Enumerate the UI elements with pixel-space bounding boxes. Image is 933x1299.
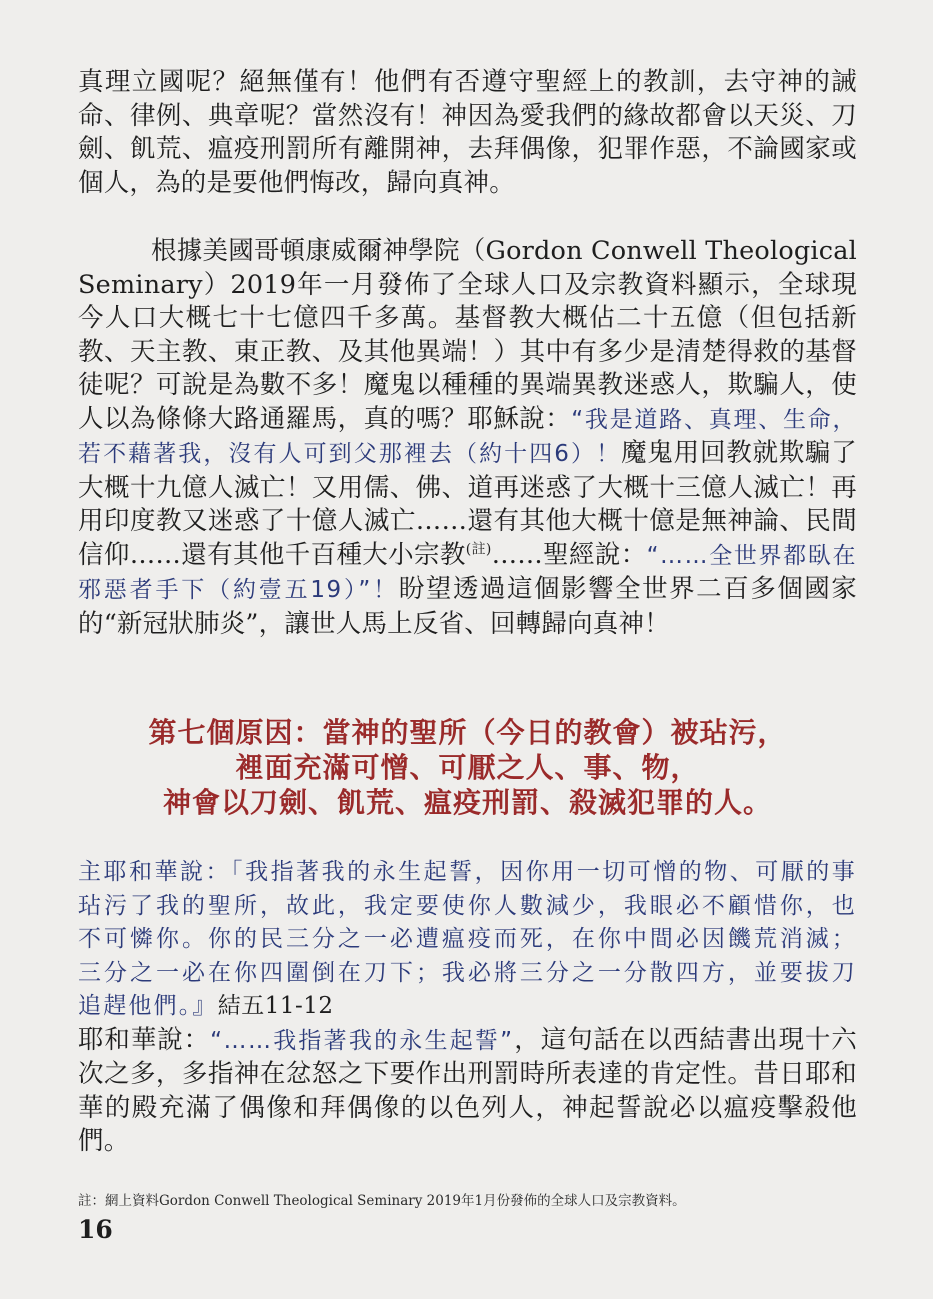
scripture-text: 主耶和華說：「我指著我的永生起誓，因你用一切可憎的物、可厭的事玷污了我的聖所，故此，我定要使你人數減少，我眼必不顧惜你，也不可憐你。你的民三分之一必遭瘟疫而死，在你中間必因饑荒消滅；三分之一必在你四圍倒在刀下；我必將三分之一分散四方，並要拔刀追趕他們。』	[78, 859, 857, 1019]
page-number: 16	[78, 1215, 113, 1244]
footnote-marker: (註)	[465, 541, 492, 557]
footnote: 註：網上資料Gordon Conwell Theological Seminary 2019年1月份發佈的全球人口及宗教資料。	[78, 1193, 686, 1209]
paragraph-2-text-a: 根據美國哥頓康威爾神學院（Gordon Conwell Theological Seminary）2019年一月發佈了全球人口及宗教資料顯示，全球現今人口大概七十七億四千多萬。基督教大概佔二十五億（但包括新教、天主教、東正教、及其他異端！）其中有多少是清楚得救的基督徒呢？可說是為數不多！魔鬼以種種的異端異教迷惑人，欺騙人，使人以為條條大路通羅馬，真的嗎？耶穌說：	[78, 236, 857, 434]
quote-john-14-6: “我是道路、真理、生命，若不藉著我，沒有人可到父那裡去（約十四6）！	[78, 406, 857, 467]
heading-line-1: 第七個原因：當神的聖所（今日的教會）被玷污，	[148, 716, 787, 749]
paragraph-2-text-d: 盼望透過這個影響全世界二百多個國家的“新冠狀肺炎”，讓世人馬上反省、回轉歸向真神！	[78, 574, 857, 639]
page-content	[78, 66, 857, 1159]
paragraph-3	[78, 1024, 857, 1159]
paragraph-2-text-b: 魔鬼用回教就欺騙了大概十九億人滅亡！又用儒、佛、道再迷惑了大概十三億人滅亡！再用印度教又迷惑了十億人滅亡……還有其他大概十億是無神論、民間信仰……還有其他千百種大小宗教	[78, 438, 857, 570]
paragraph-1: 真理立國呢？絕無僅有！他們有否遵守聖經上的教訓，去守神的誡命、律例、典章呢？當然沒有！神因為愛我們的緣故都會以天災、刀劍、飢荒、瘟疫刑罰所有離開神，去拜偶像，犯罪作惡，不論國家或個人，為的是要他們悔改，歸向真神。	[78, 67, 857, 198]
heading-line-2: 裡面充滿可憎、可厭之人、事、物，	[235, 751, 700, 784]
quote-1-john-5-19: “……全世界都臥在邪惡者手下（約壹五19）”！	[78, 542, 858, 603]
paragraph-2-text-c: ……聖經說：	[491, 539, 647, 570]
paragraph-3-text-b: ，這句話在以西結書出現十六次之多，多指神在忿怒之下要作出刑罰時所表達的肯定性。昔日耶和華的殿充滿了偶像和拜偶像的以色列人，神起誓說必以瘟疫擊殺他們。	[78, 1024, 857, 1156]
scripture-quote	[78, 856, 857, 1024]
paragraph-2	[78, 235, 857, 641]
paragraph-3-text-a: 耶和華說：	[78, 1024, 211, 1055]
quote-ezekiel-oath: “……我指著我的永生起誓”	[210, 1027, 514, 1054]
heading-line-3: 神會以刀劍、飢荒、瘟疫刑罰、殺滅犯罪的人。	[162, 786, 772, 819]
section-heading	[78, 715, 857, 820]
scripture-reference: 結五11-12	[217, 993, 334, 1019]
